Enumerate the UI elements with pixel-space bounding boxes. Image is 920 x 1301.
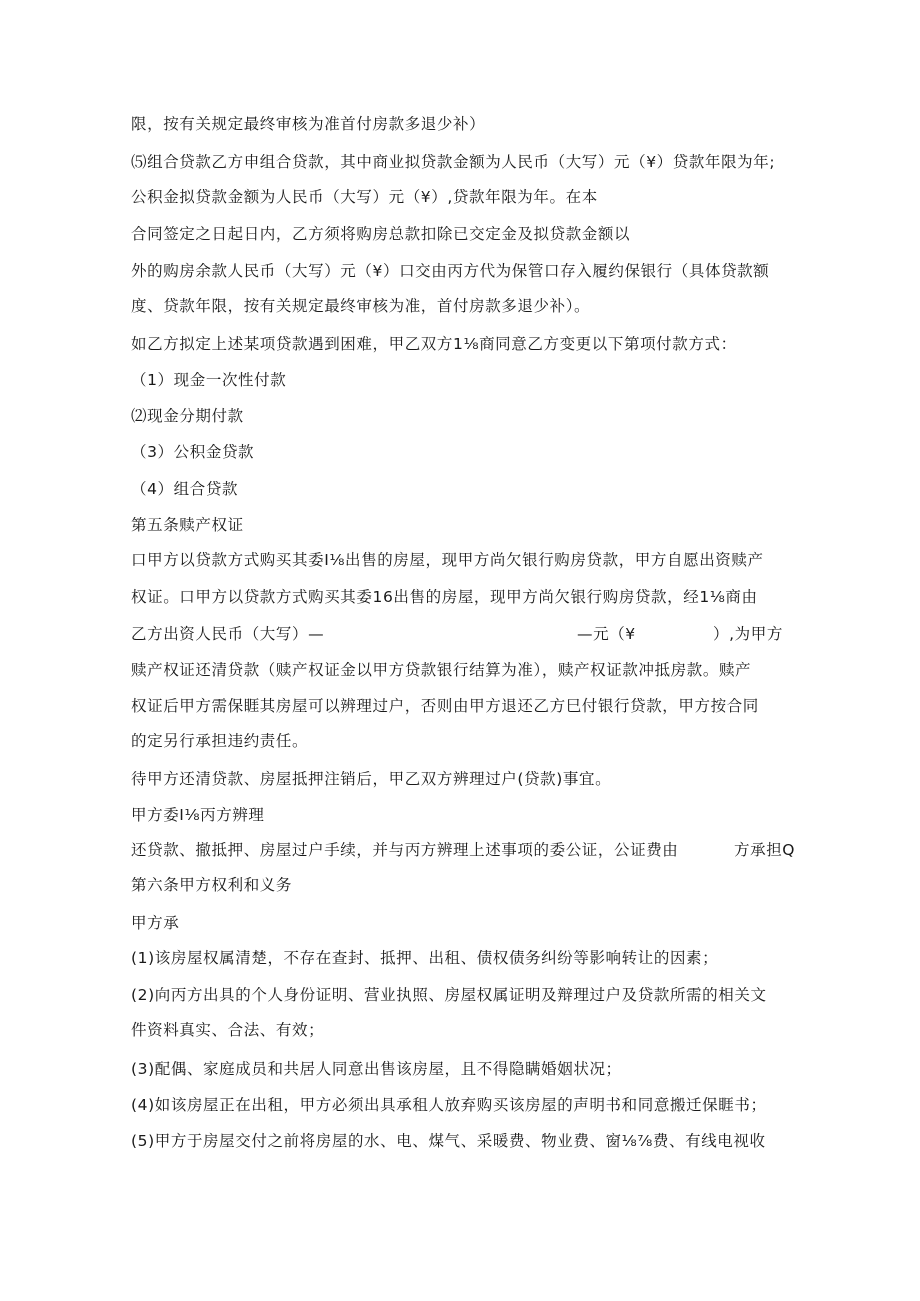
text-line-21-left: 还贷款、撤抵押、房屋过户手续，并与丙方辨理上述事项的委公证，公证费由 xyxy=(131,841,679,859)
text-line-13: 口甲方以贷款方式购买其委I⅛出售的房屋，现甲方尚欠银行购房贷款，甲方自愿出资赎产 xyxy=(131,551,764,569)
text-line-28: (4)如该房屋正在出租，甲方必须出具承租人放弃购买该房屋的声明书和同意搬迁保睚书； xyxy=(131,1096,767,1114)
text-line-6: 度、贷款年限，按有关规定最终审核为准，首付房款多退少补）。 xyxy=(131,297,591,315)
text-line-4: 合同签定之日起日内，乙方须将购房总款扣除已交定金及拟贷款金额以 xyxy=(131,225,631,243)
text-line-16: 赎产权证还清贷款（赎产权证金以甲方贷款银行结算为准），赎产权证款冲抵房款。赎产 xyxy=(131,661,752,679)
text-line-3: 公积金拟贷款金额为人民币（大写）元（¥）,贷款年限为年。在本 xyxy=(131,188,598,206)
section-heading-5: 第五条赎产权证 xyxy=(131,516,244,534)
text-line-11: （4）组合贷款 xyxy=(131,480,239,498)
text-line-15 xyxy=(131,619,820,649)
text-line-29: (5)甲方于房屋交付之前将房屋的水、电、煤气、采暖费、物业费、窗⅛⅞费、有线电视收 xyxy=(131,1132,766,1150)
text-line-26: 件资料真实、合法、有效； xyxy=(131,1021,325,1039)
text-line-18: 的定另行承担违约责任。 xyxy=(131,732,309,750)
text-line-19: 待甲方还清贷款、房屋抵押注销后，甲乙双方辨理过户(贷款)事宜。 xyxy=(131,770,612,788)
text-line-9: ⑵现金分期付款 xyxy=(131,407,244,425)
text-line-23: 甲方承 xyxy=(131,914,180,932)
text-line-7: 如乙方拟定上述某项贷款遇到困难，甲乙双方1⅛商同意乙方变更以下第项付款方式： xyxy=(131,335,737,353)
text-line-5: 外的购房余款人民币（大写）元（¥）口交由丙方代为保管口存入履约保银行（具体贷款额 xyxy=(131,262,770,280)
text-line-10: （3）公积金贷款 xyxy=(131,443,255,461)
text-line-17: 权证后甲方需保睚其房屋可以辨理过户，否则由甲方退还乙方巳付银行贷款，甲方按合同 xyxy=(131,697,759,715)
section-heading-6: 第六条甲方权利和义务 xyxy=(131,876,293,894)
text-line-27: (3)配偶、家庭成员和共居人同意出售该房屋，且不得隐瞒婚姻状况； xyxy=(131,1060,622,1078)
text-line-15-mid: —元（¥ xyxy=(577,625,636,643)
text-line-25: (2)向丙方出具的个人身份证明、营业执照、房屋权属证明及辩理过户及贷款所需的相关文 xyxy=(131,986,767,1004)
text-line-2: ⑸组合贷款乙方申组合贷款，其中商业拟贷款金额为人民币（大写）元（¥）贷款年限为年; xyxy=(131,153,776,171)
text-line-24: (1)该房屋权属清楚，不存在查封、抵押、出租、债权债务纠纷等影响转让的因素； xyxy=(131,949,719,967)
text-line-21 xyxy=(131,835,820,865)
text-line-15-left: 乙方出资人民币（大写）— xyxy=(131,625,325,643)
text-line-1: 限，按有关规定最终审核为准首付房款多退少补） xyxy=(131,115,486,133)
text-line-14: 权证。口甲方以贷款方式购买其委16出售的房屋，现甲方尚欠银行购房贷款，经1⅛商由 xyxy=(131,588,758,606)
text-line-20: 甲方委I⅛丙方辨理 xyxy=(131,806,265,824)
text-line-8: （1）现金一次性付款 xyxy=(131,371,287,389)
text-line-15-right: ）,为甲方 xyxy=(713,625,783,643)
text-line-21-right: 方承担Q xyxy=(734,841,796,859)
